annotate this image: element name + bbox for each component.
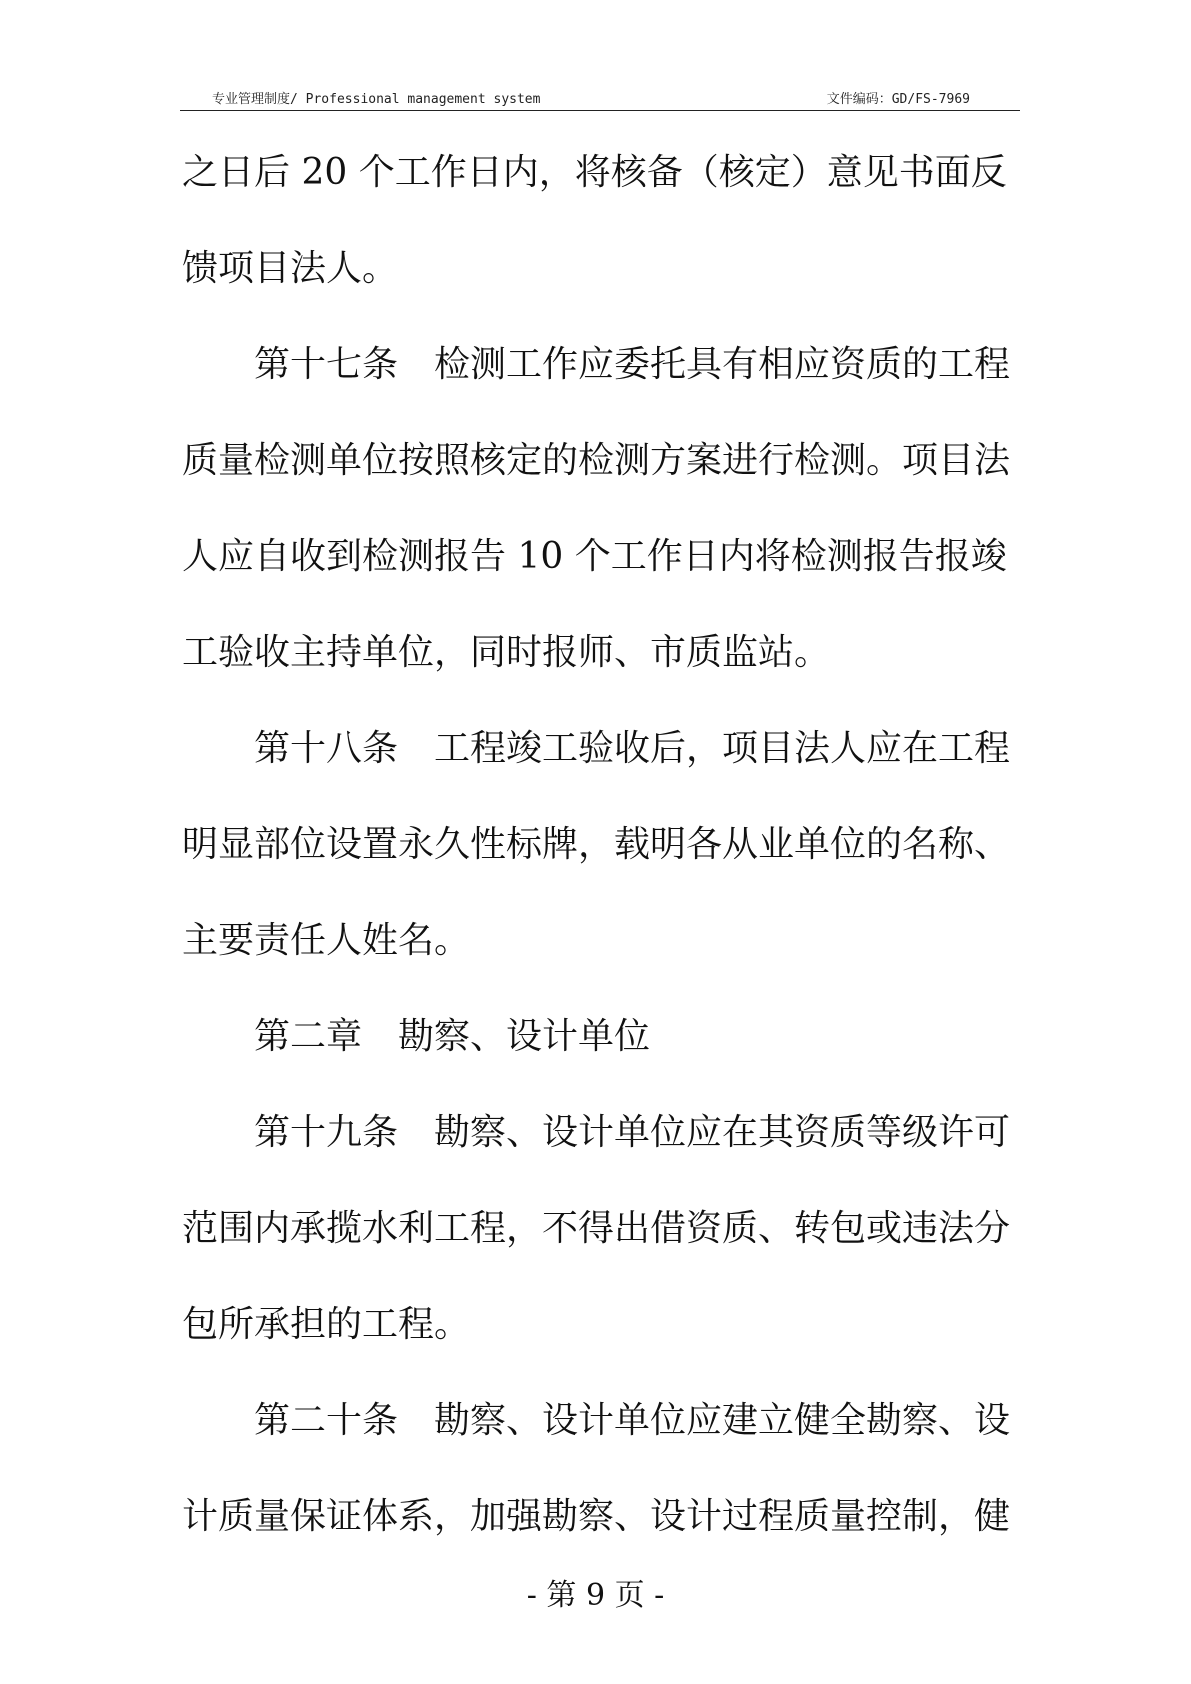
document-body (182, 135, 1022, 1575)
body-line: 质量检测单位按照核定的检测方案进行检测。项目法 (182, 440, 1011, 481)
article-17-heading-line: 第十七条 检测工作应委托具有相应资质的工程 (254, 344, 1011, 385)
body-line: 工验收主持单位，同时报师、市质监站。 (182, 632, 831, 673)
page-number: - 第 9 页 - (526, 1578, 665, 1613)
body-line: 计质量保证体系，加强勘察、设计过程质量控制，健 (182, 1496, 1011, 1537)
body-line: 包所承担的工程。 (182, 1304, 471, 1345)
body-line: 人应自收到检测报告 10 个工作日内将检测报告报竣 (182, 536, 1007, 577)
body-line: 馈项目法人。 (182, 248, 399, 289)
chapter-heading: 第二章 勘察、设计单位 (254, 1016, 651, 1057)
header-title: 专业管理制度/ Professional management system (212, 92, 541, 107)
header-divider (180, 110, 1020, 111)
article-19-heading-line: 第十九条 勘察、设计单位应在其资质等级许可 (254, 1112, 1011, 1153)
page-header (180, 86, 1020, 108)
body-line: 明显部位设置永久性标牌，载明各从业单位的名称、 (182, 824, 1011, 865)
document-code: 文件编码：GD/FS-7969 (826, 92, 970, 107)
article-20-heading-line: 第二十条 勘察、设计单位应建立健全勘察、设 (254, 1400, 1011, 1441)
body-line: 之日后 20 个工作日内，将核备（核定）意见书面反 (182, 152, 1007, 193)
body-line: 范围内承揽水利工程，不得出借资质、转包或违法分 (182, 1208, 1011, 1249)
body-line: 主要责任人姓名。 (182, 920, 471, 961)
article-18-heading-line: 第十八条 工程竣工验收后，项目法人应在工程 (254, 728, 1011, 769)
